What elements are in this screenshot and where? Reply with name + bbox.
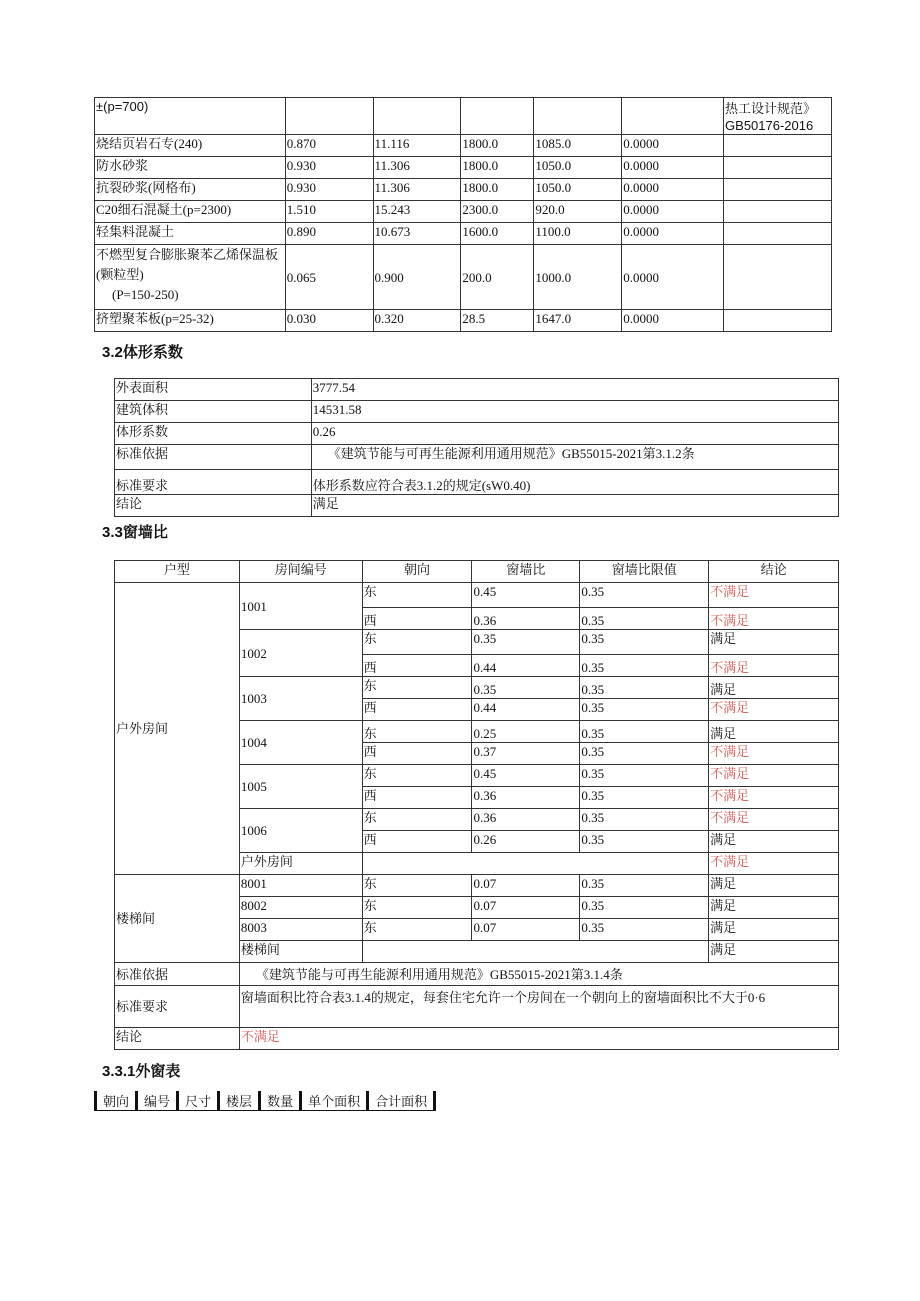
room-id: 1002 bbox=[239, 630, 362, 677]
orientation: 东 bbox=[362, 897, 472, 919]
limit: 0.35 bbox=[580, 743, 709, 765]
result: 满足 bbox=[709, 721, 839, 743]
orientation: 东 bbox=[362, 677, 472, 699]
standard-note-line2: GB50176-2016 bbox=[725, 118, 814, 133]
table-row bbox=[95, 223, 832, 245]
section-heading-window-wall-ratio: 3.3窗墙比 bbox=[102, 524, 168, 541]
ratio: 0.07 bbox=[472, 897, 580, 919]
orientation: 西 bbox=[362, 743, 472, 765]
limit: 0.35 bbox=[580, 897, 709, 919]
cell bbox=[724, 179, 832, 201]
cell: 0.900 bbox=[373, 245, 461, 310]
cell: 1.510 bbox=[285, 201, 373, 223]
ratio: 0.07 bbox=[472, 875, 580, 897]
conclusion-value: 不满足 bbox=[239, 1028, 838, 1050]
column-header: 朝向 bbox=[97, 1094, 135, 1111]
result: 不满足 bbox=[709, 699, 839, 721]
table-row bbox=[115, 423, 839, 445]
column-header: 户型 bbox=[115, 561, 240, 583]
table-row bbox=[115, 1028, 839, 1050]
group-label-outdoor: 户外房间 bbox=[115, 583, 240, 875]
room-id: 1005 bbox=[239, 765, 362, 809]
summary-empty bbox=[362, 941, 709, 963]
limit: 0.35 bbox=[580, 608, 709, 630]
cell: 1647.0 bbox=[534, 310, 622, 332]
ratio: 0.45 bbox=[472, 583, 580, 608]
limit: 0.35 bbox=[580, 655, 709, 677]
cell: 0.930 bbox=[285, 157, 373, 179]
row-value: 14531.58 bbox=[311, 401, 838, 423]
cell: 1085.0 bbox=[534, 135, 622, 157]
ratio: 0.25 bbox=[472, 721, 580, 743]
column-header: 数量 bbox=[261, 1094, 299, 1111]
cell bbox=[724, 157, 832, 179]
cell: 0.320 bbox=[373, 310, 461, 332]
material-name-line2: (P=150-250) bbox=[112, 287, 179, 302]
cell: 1800.0 bbox=[461, 179, 534, 201]
cell: 1600.0 bbox=[461, 223, 534, 245]
material-name bbox=[95, 245, 286, 310]
cell bbox=[724, 201, 832, 223]
summary-result: 满足 bbox=[709, 941, 839, 963]
table-row bbox=[115, 583, 839, 608]
cell: 1100.0 bbox=[534, 223, 622, 245]
room-id: 1004 bbox=[239, 721, 362, 765]
material-name: 防水砂浆 bbox=[95, 157, 286, 179]
ratio: 0.45 bbox=[472, 765, 580, 787]
limit: 0.35 bbox=[580, 831, 709, 853]
orientation: 东 bbox=[362, 630, 472, 655]
window-wall-ratio-table bbox=[114, 560, 839, 1050]
material-name: ±(p=700) bbox=[95, 98, 286, 135]
limit: 0.35 bbox=[580, 787, 709, 809]
cell: 920.0 bbox=[534, 201, 622, 223]
cell: 11.306 bbox=[373, 179, 461, 201]
ratio: 0.35 bbox=[472, 677, 580, 699]
result: 不满足 bbox=[709, 765, 839, 787]
ratio: 0.36 bbox=[472, 809, 580, 831]
room-id: 8001 bbox=[239, 875, 362, 897]
ratio: 0.36 bbox=[472, 608, 580, 630]
ratio: 0.37 bbox=[472, 743, 580, 765]
table-row bbox=[115, 986, 839, 1028]
conclusion-label: 结论 bbox=[115, 1028, 240, 1050]
column-header: 合计面积 bbox=[369, 1094, 433, 1111]
cell: 0.065 bbox=[285, 245, 373, 310]
summary-label: 户外房间 bbox=[239, 853, 362, 875]
cell: 0.870 bbox=[285, 135, 373, 157]
result: 满足 bbox=[709, 677, 839, 699]
row-value: 《建筑节能与可再生能源利用通用规范》GB55015-2021第3.1.2条 bbox=[311, 445, 838, 470]
cell: 200.0 bbox=[461, 245, 534, 310]
result: 不满足 bbox=[709, 743, 839, 765]
limit: 0.35 bbox=[580, 721, 709, 743]
cell: 0.0000 bbox=[622, 201, 724, 223]
orientation: 西 bbox=[362, 608, 472, 630]
group-label-stair: 楼梯间 bbox=[115, 875, 240, 963]
material-name: 烧结页岩石专(240) bbox=[95, 135, 286, 157]
cell bbox=[724, 245, 832, 310]
table-row bbox=[95, 201, 832, 223]
cell: 0.0000 bbox=[622, 179, 724, 201]
cell: 0.0000 bbox=[622, 135, 724, 157]
cell bbox=[724, 310, 832, 332]
ratio: 0.07 bbox=[472, 919, 580, 941]
table-row bbox=[95, 98, 832, 135]
cell: 1800.0 bbox=[461, 135, 534, 157]
cell bbox=[622, 98, 724, 135]
result: 满足 bbox=[709, 897, 839, 919]
limit: 0.35 bbox=[580, 765, 709, 787]
table-row bbox=[95, 135, 832, 157]
limit: 0.35 bbox=[580, 583, 709, 608]
result: 满足 bbox=[709, 630, 839, 655]
ratio: 0.44 bbox=[472, 655, 580, 677]
result: 不满足 bbox=[709, 655, 839, 677]
table-row bbox=[115, 495, 839, 517]
shape-coefficient-table bbox=[114, 378, 839, 517]
room-id: 1003 bbox=[239, 677, 362, 721]
cell bbox=[373, 98, 461, 135]
column-divider bbox=[433, 1091, 436, 1111]
column-header: 楼层 bbox=[220, 1094, 258, 1111]
material-name: 挤塑聚苯板(p=25-32) bbox=[95, 310, 286, 332]
orientation: 东 bbox=[362, 721, 472, 743]
summary-empty bbox=[362, 853, 709, 875]
orientation: 东 bbox=[362, 919, 472, 941]
cell: 15.243 bbox=[373, 201, 461, 223]
cell: 0.0000 bbox=[622, 310, 724, 332]
orientation: 西 bbox=[362, 787, 472, 809]
room-id: 8003 bbox=[239, 919, 362, 941]
column-header: 窗墙比限值 bbox=[580, 561, 709, 583]
orientation: 东 bbox=[362, 809, 472, 831]
ratio: 0.36 bbox=[472, 787, 580, 809]
orientation: 西 bbox=[362, 699, 472, 721]
material-name: 轻集料混凝土 bbox=[95, 223, 286, 245]
cell: 1000.0 bbox=[534, 245, 622, 310]
basis-value: 《建筑节能与可再生能源利用通用规范》GB55015-2021第3.1.4条 bbox=[239, 963, 838, 986]
summary-label: 楼梯间 bbox=[239, 941, 362, 963]
table-row bbox=[115, 963, 839, 986]
cell: 0.0000 bbox=[622, 245, 724, 310]
row-label: 标准依据 bbox=[115, 445, 312, 470]
row-label: 结论 bbox=[115, 495, 312, 517]
row-label: 标准要求 bbox=[115, 470, 312, 495]
section-heading-exterior-windows: 3.3.1外窗表 bbox=[102, 1063, 181, 1080]
cell: 1800.0 bbox=[461, 157, 534, 179]
ratio: 0.35 bbox=[472, 630, 580, 655]
result: 不满足 bbox=[709, 583, 839, 608]
result: 满足 bbox=[709, 919, 839, 941]
row-value: 3777.54 bbox=[311, 379, 838, 401]
cell: 0.930 bbox=[285, 179, 373, 201]
orientation: 西 bbox=[362, 831, 472, 853]
cell: 2300.0 bbox=[461, 201, 534, 223]
basis-label: 标准依据 bbox=[115, 963, 240, 986]
table-row bbox=[95, 245, 832, 310]
column-header: 房间编号 bbox=[239, 561, 362, 583]
cell bbox=[724, 223, 832, 245]
materials-table bbox=[94, 97, 832, 332]
cell bbox=[461, 98, 534, 135]
table-row bbox=[95, 310, 832, 332]
row-label: 体形系数 bbox=[115, 423, 312, 445]
limit: 0.35 bbox=[580, 699, 709, 721]
table-row bbox=[115, 401, 839, 423]
column-header: 单个面积 bbox=[302, 1094, 366, 1111]
row-label: 外表面积 bbox=[115, 379, 312, 401]
table-row bbox=[95, 179, 832, 201]
result: 不满足 bbox=[709, 809, 839, 831]
table-row bbox=[115, 875, 839, 897]
row-value: 体形系数应符合表3.1.2的规定(sW0.40) bbox=[311, 470, 838, 495]
table-row bbox=[115, 379, 839, 401]
cell: 0.0000 bbox=[622, 223, 724, 245]
cell: 11.306 bbox=[373, 157, 461, 179]
cell: 0.0000 bbox=[622, 157, 724, 179]
cell: 1050.0 bbox=[534, 179, 622, 201]
cell: 1050.0 bbox=[534, 157, 622, 179]
limit: 0.35 bbox=[580, 875, 709, 897]
material-name: C20细石混凝土(p=2300) bbox=[95, 201, 286, 223]
row-value: 满足 bbox=[311, 495, 838, 517]
orientation: 东 bbox=[362, 583, 472, 608]
limit: 0.35 bbox=[580, 809, 709, 831]
room-id: 8002 bbox=[239, 897, 362, 919]
ratio: 0.26 bbox=[472, 831, 580, 853]
standard-note bbox=[724, 98, 832, 135]
material-name-line1: 不燃型复合膨胀聚苯乙烯保温板(颗粒型) bbox=[96, 247, 279, 282]
cell bbox=[534, 98, 622, 135]
table-header-row bbox=[115, 561, 839, 583]
column-header: 结论 bbox=[709, 561, 839, 583]
cell: 0.030 bbox=[285, 310, 373, 332]
limit: 0.35 bbox=[580, 677, 709, 699]
room-id: 1006 bbox=[239, 809, 362, 853]
column-header: 编号 bbox=[138, 1094, 176, 1111]
column-header: 尺寸 bbox=[179, 1094, 217, 1111]
orientation: 西 bbox=[362, 655, 472, 677]
result: 满足 bbox=[709, 875, 839, 897]
section-heading-shape-coefficient: 3.2体形系数 bbox=[102, 344, 183, 361]
room-id: 1001 bbox=[239, 583, 362, 630]
column-header: 朝向 bbox=[362, 561, 472, 583]
material-name: 抗裂砂浆(网格布) bbox=[95, 179, 286, 201]
orientation: 东 bbox=[362, 765, 472, 787]
table-row bbox=[115, 445, 839, 470]
summary-result: 不满足 bbox=[709, 853, 839, 875]
requirement-label: 标准要求 bbox=[115, 986, 240, 1028]
cell: 28.5 bbox=[461, 310, 534, 332]
row-value: 0.26 bbox=[311, 423, 838, 445]
table-row bbox=[95, 157, 832, 179]
ratio: 0.44 bbox=[472, 699, 580, 721]
standard-note-line1: 热工设计规范》 bbox=[725, 101, 817, 116]
limit: 0.35 bbox=[580, 919, 709, 941]
table-row bbox=[115, 470, 839, 495]
cell: 10.673 bbox=[373, 223, 461, 245]
orientation: 东 bbox=[362, 875, 472, 897]
cell bbox=[285, 98, 373, 135]
window-table-header bbox=[94, 1089, 436, 1111]
result: 不满足 bbox=[709, 787, 839, 809]
cell bbox=[724, 135, 832, 157]
requirement-value: 窗墙面积比符合表3.1.4的规定，每套住宅允许一个房间在一个朝向上的窗墙面积比不大于0·6 bbox=[239, 986, 838, 1028]
column-header: 窗墙比 bbox=[472, 561, 580, 583]
result: 不满足 bbox=[709, 608, 839, 630]
result: 满足 bbox=[709, 831, 839, 853]
cell: 0.890 bbox=[285, 223, 373, 245]
cell: 11.116 bbox=[373, 135, 461, 157]
row-label: 建筑体积 bbox=[115, 401, 312, 423]
limit: 0.35 bbox=[580, 630, 709, 655]
